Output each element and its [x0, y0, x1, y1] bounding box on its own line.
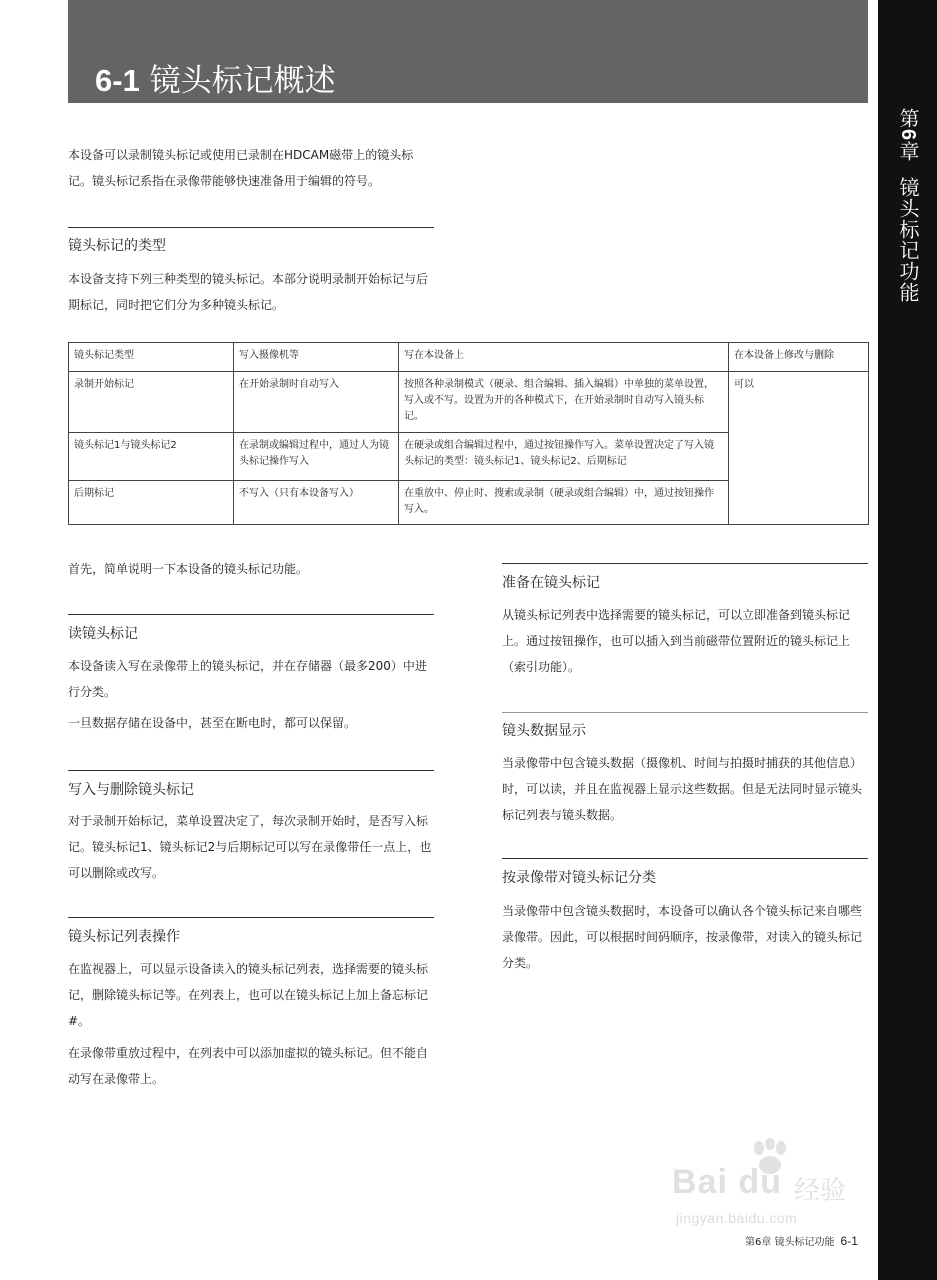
prepare-section-title: 准备在镜头标记 — [502, 575, 600, 591]
display-section-text: 当录像带中包含镜头数据（摄像机、时间与拍摄时捕获的其他信息）时，可以读，并且在监视器上显示这些数据。但是无法同时显示镜头标记列表与镜头数据。 — [502, 756, 863, 822]
divider — [502, 712, 868, 713]
table-header-cell: 写入摄像机等 — [234, 343, 399, 372]
classify-section-text: 当录像带中包含镜头数据时，本设备可以确认各个镜头标记来自哪些录像带。因此，可以根据时间码顺序，按录像带，对读入的镜头标记分类。 — [502, 904, 863, 970]
intro-paragraph: 本设备可以录制镜头标记或使用已录制在HDCAM磁带上的镜头标记。镜头标记系指在录像带能够快速准备用于编辑的符号。 — [68, 148, 414, 188]
list-section-text: 在监视器上，可以显示设备读入的镜头标记列表，选择需要的镜头标记，删除镜头标记等。在列表上，也可以在镜头标记上加上备忘标记#。 — [68, 962, 429, 1028]
read-section-title: 读镜头标记 — [68, 626, 138, 642]
divider — [68, 917, 434, 918]
section-title: 镜头标记概述 — [149, 63, 336, 99]
table-cell-device: 在硬录或组合编辑过程中，通过按钮操作写入。菜单设置决定了写入镜头标记的类型：镜头标记1、镜头标记2、后期标记 — [399, 433, 729, 481]
table-cell-camera: 在开始录制时自动写入 — [234, 372, 399, 433]
watermark-logo: Bai du — [672, 1163, 782, 1201]
mark-types-table — [68, 342, 869, 525]
table-cell-edit-delete: 可以 — [729, 372, 869, 525]
footer-chapter: 第6章 镜头标记功能 — [745, 1237, 835, 1248]
write-section-title: 写入与删除镜头标记 — [68, 782, 194, 798]
divider — [68, 227, 434, 228]
watermark — [672, 1138, 872, 1228]
chapter-label — [878, 108, 937, 303]
watermark-url: jingyan.baidu.com — [676, 1210, 798, 1226]
table-row — [69, 372, 869, 433]
list-section-title: 镜头标记列表操作 — [68, 929, 180, 945]
display-section-title: 镜头数据显示 — [502, 723, 586, 739]
types-section-title: 镜头标记的类型 — [68, 238, 166, 254]
lead-paragraph: 首先，简单说明一下本设备的镜头标记功能。 — [68, 562, 309, 576]
page-number: 6-1 — [840, 1234, 858, 1248]
chapter-prefix: 第 — [896, 108, 920, 129]
classify-section-title: 按录像带对镜头标记分类 — [502, 870, 656, 886]
divider — [68, 614, 434, 615]
read-section-text: 本设备读入写在录像带上的镜头标记，并在存储器（最多200）中进行分类。 — [68, 659, 427, 699]
read-section-text-2: 一旦数据存储在设备中，甚至在断电时，都可以保留。 — [68, 716, 357, 730]
page-footer — [745, 1233, 858, 1248]
table-cell-device: 在重放中、停止时、搜索或录制（硬录或组合编辑）中，通过按钮操作写入。 — [399, 481, 729, 525]
write-section-text: 对于录制开始标记，菜单设置决定了，每次录制开始时，是否写入标记。镜头标记1、镜头标记2与后期标记可以写在录像带任一点上，也可以删除或改写。 — [68, 814, 432, 880]
table-cell-type: 后期标记 — [69, 481, 234, 525]
table-cell-camera: 不写入（只有本设备写入） — [234, 481, 399, 525]
table-header-cell: 镜头标记类型 — [69, 343, 234, 372]
table-header-row — [69, 343, 869, 372]
watermark-cn: 经验 — [794, 1176, 847, 1206]
divider — [502, 563, 868, 564]
divider — [502, 858, 868, 859]
chapter-number: 6 — [897, 129, 919, 142]
list-section-text-2: 在录像带重放过程中，在列表中可以添加虚拟的镜头标记。但不能自动写在录像带上。 — [68, 1046, 429, 1086]
table-cell-device: 按照各种录制模式（硬录、组合编辑、插入编辑）中单独的菜单设置，写入或不写。设置为开的各种模式下，在开始录制时自动写入镜头标记。 — [399, 372, 729, 433]
divider — [68, 770, 434, 771]
table-header-cell: 写在本设备上 — [399, 343, 729, 372]
table-header-cell: 在本设备上修改与删除 — [729, 343, 869, 372]
table-cell-camera: 在录制或编辑过程中，通过人为镜头标记操作写入 — [234, 433, 399, 481]
section-number: 6-1 — [95, 63, 140, 98]
page-title — [95, 55, 336, 100]
chapter-suffix: 章 — [896, 141, 920, 163]
table-cell-type: 录制开始标记 — [69, 372, 234, 433]
prepare-section-text: 从镜头标记列表中选择需要的镜头标记，可以立即准备到镜头标记上。通过按钮操作，也可以插入到当前磁带位置附近的镜头标记上（索引功能）。 — [502, 608, 851, 674]
chapter-title: 镜头标记功能 — [896, 176, 920, 303]
types-section-text: 本设备支持下列三种类型的镜头标记。本部分说明录制开始标记与后期标记，同时把它们分为多种镜头标记。 — [68, 272, 429, 312]
table-cell-type: 镜头标记1与镜头标记2 — [69, 433, 234, 481]
